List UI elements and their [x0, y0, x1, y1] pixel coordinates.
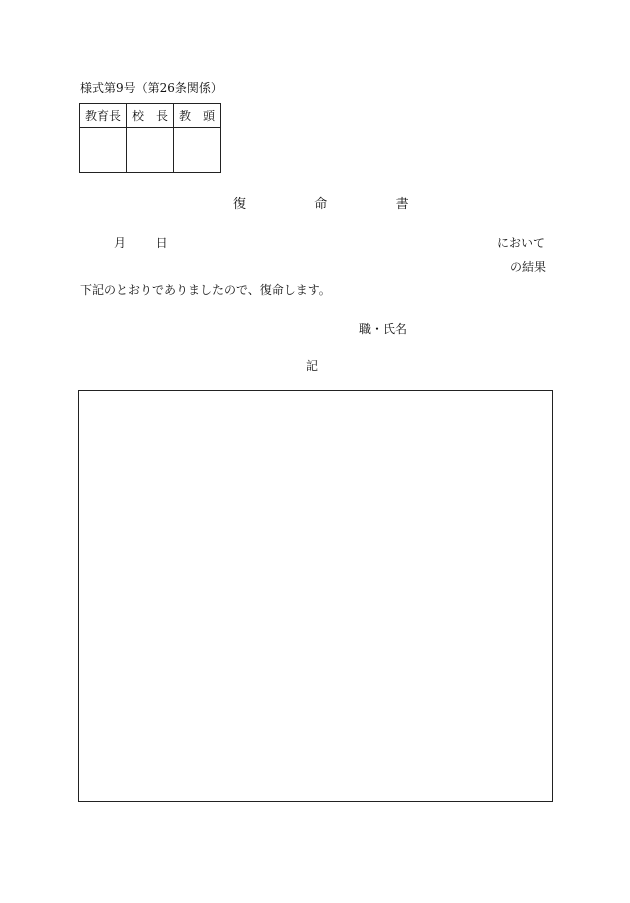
- form-number: 様式第9号（第26条関係）: [80, 81, 223, 95]
- approval-header-superintendent: 教育長: [80, 104, 127, 128]
- month-label: 月: [114, 236, 127, 250]
- document-title: [233, 193, 409, 212]
- approval-header-principal: 校 長: [127, 104, 174, 128]
- result-suffix: の結果: [510, 260, 547, 274]
- signature-label: 職・氏名: [359, 322, 408, 336]
- title-char-1: 復: [233, 197, 247, 212]
- stamp-cell-superintendent[interactable]: [80, 128, 127, 173]
- stamp-cell-vice-principal[interactable]: [174, 128, 221, 173]
- approval-stamp-table: [79, 103, 221, 173]
- ki-label: 記: [306, 359, 319, 373]
- date-line: [114, 234, 168, 251]
- stamp-cell-principal[interactable]: [127, 128, 174, 173]
- approval-header-vice-principal: 教 頭: [174, 104, 221, 128]
- title-char-3: 書: [395, 197, 409, 212]
- day-label: 日: [155, 236, 168, 250]
- report-content-box[interactable]: [78, 390, 553, 802]
- location-suffix: において: [497, 236, 546, 250]
- report-statement: 下記のとおりでありましたので、復命します。: [80, 283, 331, 297]
- title-char-2: 命: [314, 197, 328, 212]
